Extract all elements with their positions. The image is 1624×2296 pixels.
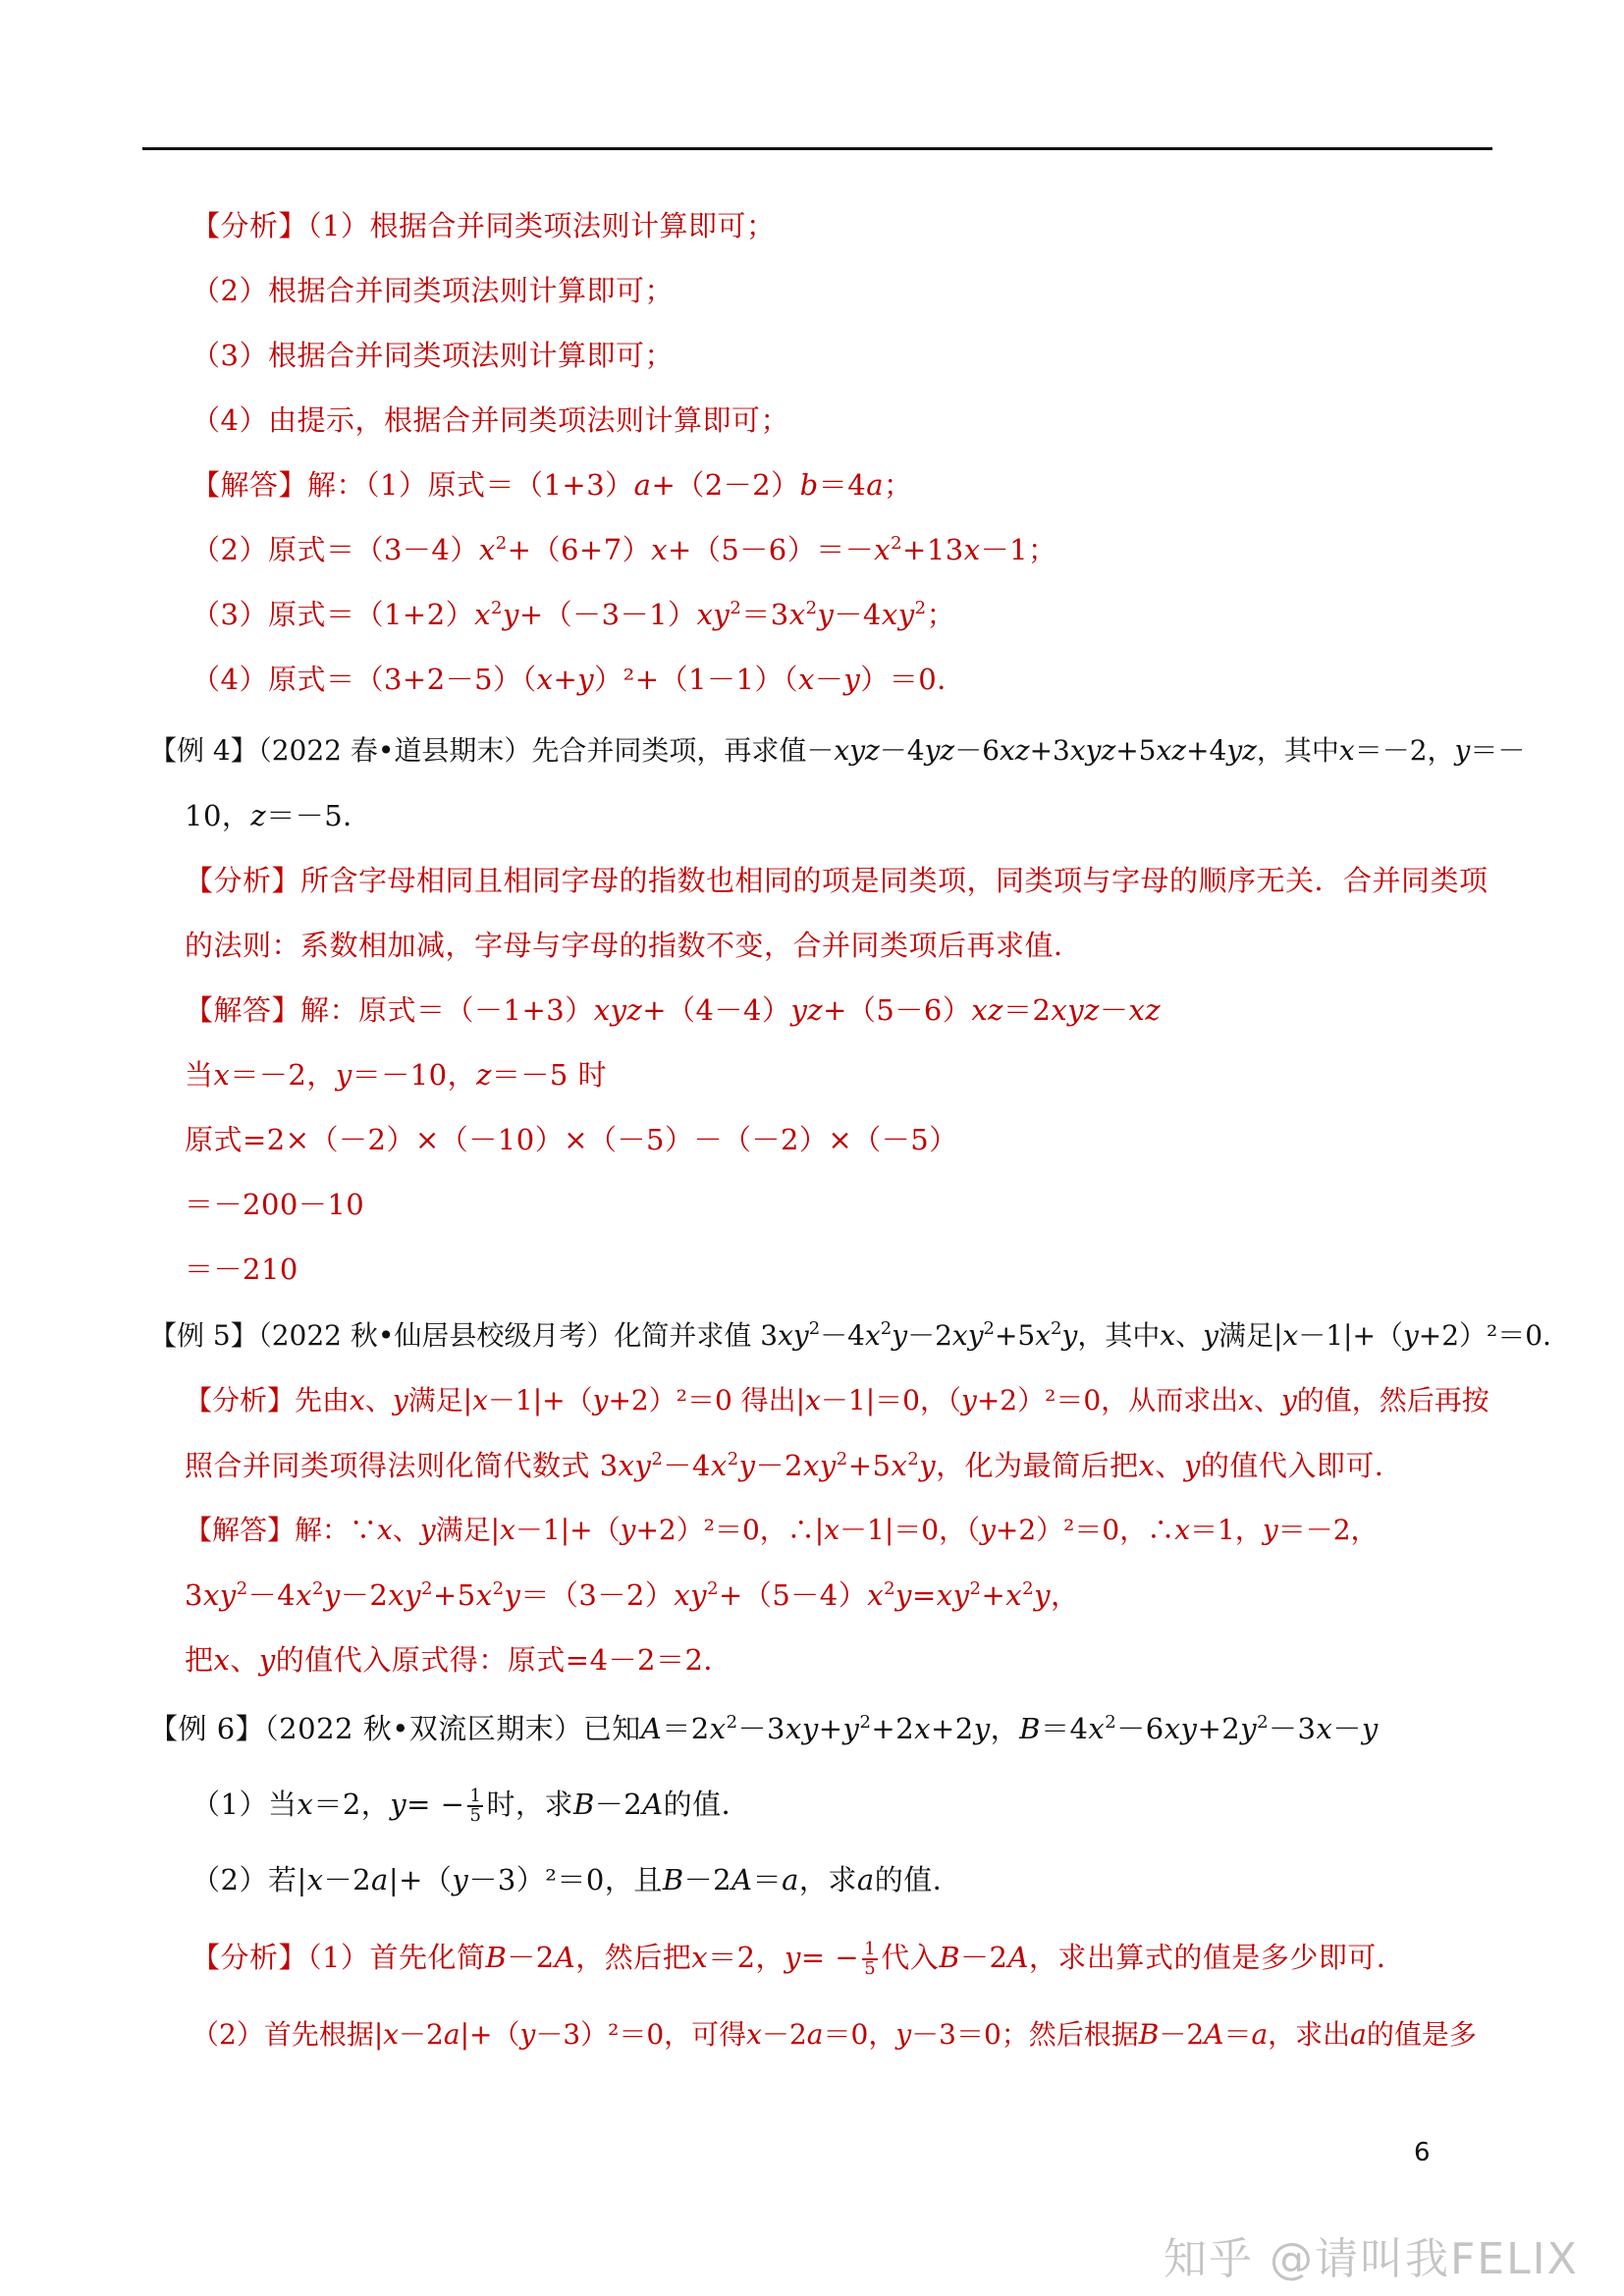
ex4-solution-line-3: 原式=2×（－2）×（－10）×（－5）－（－2）×（－5） — [185, 1123, 958, 1156]
ex6-part-1: （1）当x＝2，y= − $\frac{1}{5}$ 时，求B－2A的值． — [191, 1786, 751, 1826]
ex4-question-line-1: 【例 4】（2022 春•道县期末）先合并同类项，再求值－xyz－4yz－6xz+3xyz+5xz+4yz，其中x＝－2，y＝－ — [149, 734, 1526, 767]
ex3-analysis-line-3: （3）根据合并同类项法则计算即可； — [191, 339, 674, 372]
fraction-one-fifth: $\frac{1}{5}$ — [864, 1939, 877, 1979]
ex3-analysis-line-2: （2）根据合并同类项法则计算即可； — [191, 274, 674, 307]
ex4-solution-line-2: 当x＝－2，y＝－10，z＝－5 时 — [185, 1058, 608, 1092]
ex4-analysis-line-2: 的法则：系数相加减，字母与字母的指数不变，合并同类项后再求值． — [185, 929, 1083, 962]
ex3-analysis-line-4: （4）由提示，根据合并同类项法则计算即可； — [191, 403, 789, 437]
ex6-analysis-line-1: 【分析】（1）首先化简B－2A，然后把x＝2，y= − $\frac{1}{5}$ 代入B－2A，求出算式的值是多少即可． — [191, 1939, 1406, 1979]
ex3-analysis-line-1: 【分析】（1）根据合并同类项法则计算即可； — [191, 209, 776, 242]
ex4-analysis-line-1: 【分析】所含字母相同且相同字母的指数也相同的项是同类项，同类项与字母的顺序无关．合并同类项 — [185, 864, 1489, 897]
page-number: 6 — [1414, 2138, 1431, 2167]
ex4-solution-line-4: ＝－200－10 — [185, 1188, 365, 1221]
ex5-solution-line-3: 把x、y的值代入原式得：原式=4－2＝2． — [185, 1643, 732, 1677]
ex6-question: 【例 6】（2022 秋•双流区期末）已知$A=2x^2-3xy+y^2+2x+2y$，$B=4x^2-6xy+2y^2-3x-y$ — [149, 1712, 1379, 1745]
ex3-solution-line-2: （2）原式$=(3-4)x^2+(6+7)x+(5-6)=-x^2+13x-1$； — [191, 533, 1057, 566]
ex3-solution-line-4: （4）原式＝（3+2－5）（x+y）²+（1－1）（x－y）＝0． — [191, 663, 966, 696]
ex3-solution-line-3: （3）原式$=(1+2)x^2y+(-3-1)xy^2=3x^2y-4xy^2$； — [191, 598, 956, 631]
ex4-solution-line-1: 【解答】解：原式＝（－1+3）xyz+（4－4）yz+（5－6）xz＝2xyz－xz — [185, 993, 1162, 1027]
ex5-question: 【例 5】（2022 秋•仙居县校级月考）化简并求值 $3xy^2-4x^2y-2xy^2+5x^2y$，其中x、y满足|x－1|+（y+2）²＝0． — [149, 1318, 1571, 1352]
ex6-analysis-line-2: （2）首先根据|x－2a|+（y－3）²＝0，可得x－2a＝0，y－3＝0；然后根据B－2A＝a，求出a的值是多 — [191, 2018, 1477, 2051]
ex5-solution-line-2: $3xy^2-4x^2y-2xy^2+5x^2y=(3-2)xy^2+(5-4)x^2y=xy^2+x^2y$， — [185, 1578, 1080, 1612]
ex3-solution-line-1: 【解答】解：（1）原式＝（1+3）a+（2－2）b＝4a； — [191, 468, 913, 502]
ex4-solution-line-5: ＝－210 — [185, 1253, 298, 1286]
ex6-part-2: （2）若|x－2a|+（y－3）²＝0，且B－2A＝a，求a的值． — [191, 1863, 962, 1896]
ex4-question-line-2: 10，z＝－5． — [185, 799, 372, 832]
ex5-solution-line-1: 【解答】解：∵x、y满足|x－1|+（y+2）²＝0，∴|x－1|＝0，（y+2）²＝0，∴x＝1，y＝－2， — [185, 1514, 1379, 1546]
watermark-text: 知乎 @请叫我FELIX — [1164, 2234, 1579, 2284]
fraction-one-fifth: $\frac{1}{5}$ — [469, 1786, 482, 1826]
header-rule — [142, 147, 1492, 150]
ex5-analysis-line-2: 照合并同类项得法则化简代数式 $3xy^2-4x^2y-2xy^2+5x^2y$，化为最简后把x、y的值代入即可． — [185, 1449, 1404, 1482]
ex5-analysis-line-1: 【分析】先由x、y满足|x－1|+（y+2）²＝0 得出|x－1|＝0，（y+2）²＝0，从而求出x、y的值，然后再按 — [185, 1384, 1489, 1416]
